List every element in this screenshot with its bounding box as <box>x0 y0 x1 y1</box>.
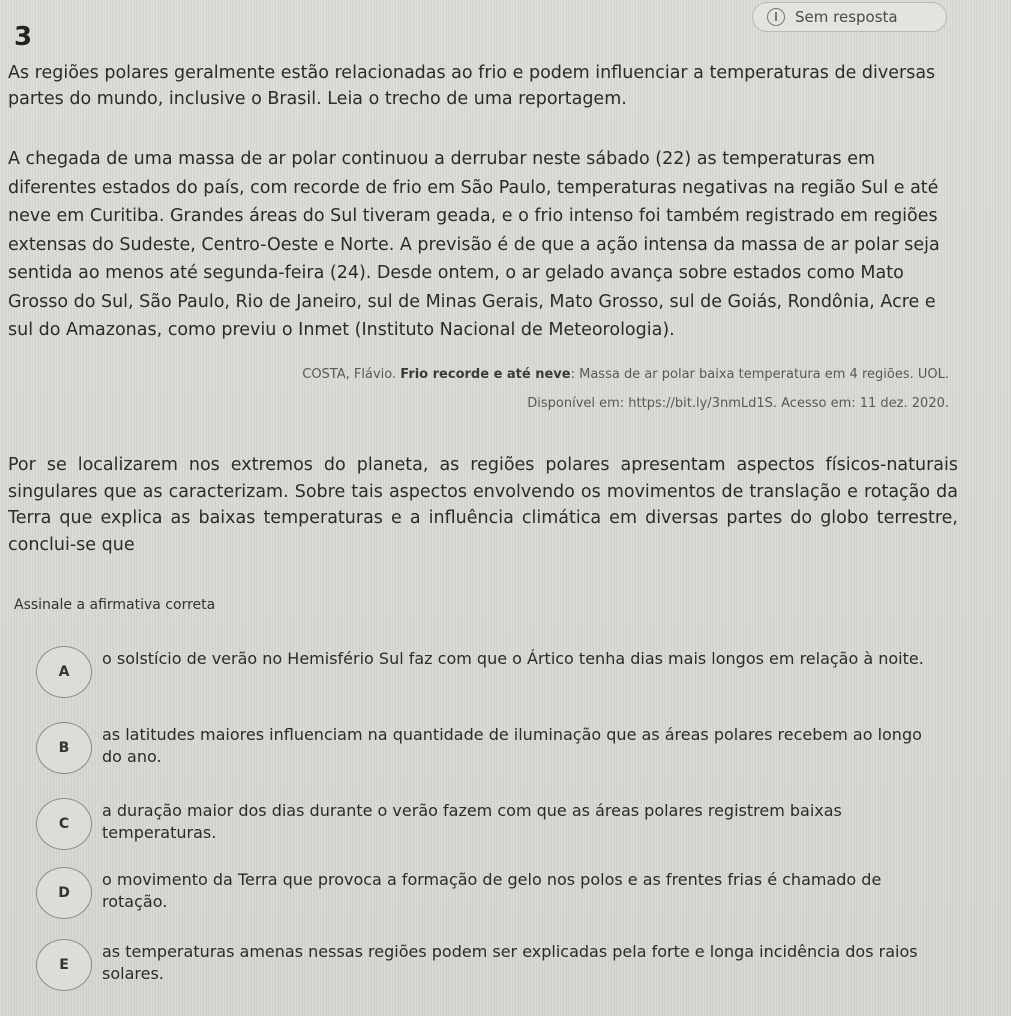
citation-subtitle: : Massa de ar polar baixa temperatura em 4 regiões. UOL. <box>570 367 949 382</box>
option-c-text: a duração maior dos dias durante o verão fazem com que as áreas polares registrem baixas temperaturas. <box>102 801 842 842</box>
option-b-radio[interactable]: B <box>36 722 92 774</box>
option-b-text: as latitudes maiores influenciam na quantidade de iluminação que as áreas polares recebem ao longo do ano. <box>102 725 922 766</box>
answer-status-badge <box>752 2 947 32</box>
citation-author: COSTA, Flávio. <box>302 367 397 382</box>
option-e[interactable] <box>36 939 946 991</box>
option-a-text: o solstício de verão no Hemisfério Sul faz com que o Ártico tenha dias mais longos em relação à noite. <box>102 649 924 668</box>
option-d-radio[interactable]: D <box>36 867 92 919</box>
option-c-radio[interactable]: C <box>36 798 92 850</box>
option-e-text: as temperaturas amenas nessas regiões podem ser explicadas pela forte e longa incidência dos raios solares. <box>102 942 918 983</box>
exclamation-circle-icon <box>767 8 785 26</box>
option-a[interactable] <box>36 646 946 698</box>
question-prompt: Por se localizarem nos extremos do planeta, as regiões polares apresentam aspectos físicos-naturais singulares que as caracterizam. Sobre tais aspectos envolvendo os movimentos de translação e rotação da Terra que explica as baixas temperaturas e a influência climática em diversas partes do globo terrestre, conclui-se que <box>8 455 958 555</box>
question-number: 3 <box>14 22 33 52</box>
citation-title: Frio recorde e até neve <box>400 367 571 382</box>
answer-instruction: Assinale a afirmativa correta <box>14 597 216 613</box>
option-e-radio[interactable]: E <box>36 939 92 991</box>
option-d[interactable] <box>36 867 946 919</box>
option-c[interactable] <box>36 798 946 850</box>
option-a-radio[interactable]: A <box>36 646 92 698</box>
report-excerpt: A chegada de uma massa de ar polar continuou a derrubar neste sábado (22) as temperaturas em diferentes estados do país, com recorde de frio em São Paulo, temperaturas negativas na região Sul e até neve em Curitiba. Grandes áreas do Sul tiveram geada, e o frio intenso foi também registrado em regiões extensas do Sudeste, Centro-Oeste e Norte. A previsão é de que a ação intensa da massa de ar polar seja sentida ao menos até segunda-feira (24). Desde ontem, o ar gelado avança sobre estados como Mato Grosso do Sul, São Paulo, Rio de Janeiro, sul de Minas Gerais, Mato Grosso, sul de Goiás, Rondônia, Acre e sul do Amazonas, como previu o Inmet (Instituto Nacional de Meteorologia). <box>8 149 940 340</box>
citation-source <box>302 367 949 382</box>
citation-availability: Disponível em: https://bit.ly/3nmLd1S. Acesso em: 11 dez. 2020. <box>527 396 949 411</box>
option-b[interactable] <box>36 722 946 774</box>
question-intro: As regiões polares geralmente estão relacionadas ao frio e podem influenciar a temperaturas de diversas partes do mundo, inclusive o Brasil. Leia o trecho de uma reportagem. <box>8 63 936 109</box>
answer-status-label: Sem resposta <box>795 8 898 26</box>
option-d-text: o movimento da Terra que provoca a formação de gelo nos polos e as frentes frias é chamado de rotação. <box>102 870 882 911</box>
